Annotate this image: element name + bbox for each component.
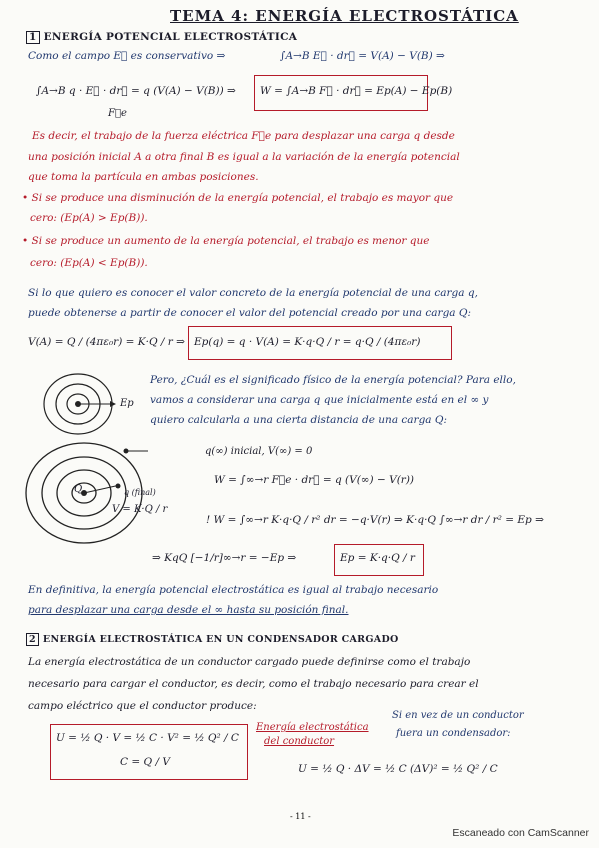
s1-conclusion-line-2: para desplazar una carga desde el ∞ hasta su posición final.: [28, 604, 349, 616]
scanner-watermark: Escaneado con CamScanner: [452, 827, 589, 839]
page-number: - 11 -: [290, 812, 311, 821]
s1-para-3-line-1: Pero, ¿Cuál es el significado físico de la energía potencial? Para ello,: [150, 374, 516, 386]
capacitor-energy-formula: U = ½ Q · ΔV = ½ C (ΔV)² = ½ Q² / C: [298, 763, 498, 775]
s1-para-2-line-2: puede obtenerse a partir de conocer el valor del potencial creado por una carga Q:: [28, 307, 472, 319]
s1-para-3-line-2: vamos a considerar una carga q que inicialmente está en el ∞ y: [150, 394, 489, 406]
capacitance-formula: C = Q / V: [120, 756, 170, 768]
ep-charge-formula: Ep(q) = q · V(A) = K·q·Q / r = q·Q / (4πε₀r): [194, 336, 421, 348]
conductor-label-line-2: del conductor: [264, 736, 335, 747]
section-1-number: 1: [26, 31, 40, 44]
fig2-q-final-label: q (final): [124, 488, 156, 497]
s2-para-line-2: necesario para cargar el conductor, es decir, como el trabajo necesario para crear el: [28, 678, 479, 690]
fig1-ep-label: Ep: [120, 398, 134, 409]
page-title: TEMA 4: ENERGÍA ELECTROSTÁTICA: [170, 7, 519, 25]
capacitor-note-line-2: fuera un condensador:: [396, 728, 511, 739]
capacitor-note-line-1: Si en vez de un conductor: [392, 710, 524, 721]
section-1-title: ENERGÍA POTENCIAL ELECTROSTÁTICA: [43, 31, 298, 43]
work-energy-formula: W = ∫A→B F⃗ · dr⃗ = Ep(A) − Ep(B): [260, 85, 453, 97]
potential-eq: V(A) = Q / (4πε₀r) = K·Q / r ⇒: [28, 336, 185, 348]
section-2-heading: [26, 633, 399, 646]
ep-final-formula: Ep = K·q·Q / r: [340, 552, 415, 564]
s1-bullet-1-line-1: • Si se produce una disminución de la energía potencial, el trabajo es mayor que: [22, 192, 454, 204]
section-1-heading: [26, 31, 297, 44]
work-eq-2: ! W = ∫∞→r K·q·Q / r² dr = −q·V(r) ⇒ K·q·Q ∫∞→r dr / r² = Ep ⇒: [206, 514, 544, 526]
s1-bullet-2-line-1: • Si se produce un aumento de la energía potencial, el trabajo es menor que: [22, 235, 430, 247]
concentric-field-figure-2: [22, 437, 148, 557]
s1-eq-2-fe: F⃗e: [108, 108, 127, 119]
s2-para-line-3: campo eléctrico que el conductor produce:: [28, 700, 257, 712]
s1-eq-2: ∫A→B q · E⃗ · dr⃗ = q (V(A) − V(B)) ⇒: [36, 85, 236, 97]
s1-bullet-1-line-2: cero: (Ep(A) > Ep(B)).: [30, 212, 148, 224]
conductor-label-line-1: Energía electrostática: [256, 722, 369, 733]
s1-para-1-line-2: una posición inicial A a otra final B es igual a la variación de la energía potencial: [28, 151, 460, 163]
s1-eq-1: ∫A→B E⃗ · dr⃗ = V(A) − V(B) ⇒: [280, 50, 445, 62]
section-2-title: ENERGÍA ELECTROSTÁTICA EN UN CONDENSADOR CARGADO: [42, 634, 399, 645]
s1-para-1-line-1: Es decir, el trabajo de la fuerza eléctrica F⃗e para desplazar una carga q desde: [32, 130, 455, 142]
work-eq-3: ⇒ KqQ [−1/r]∞→r = −Ep ⇒: [152, 552, 297, 564]
s1-bullet-2-line-2: cero: (Ep(A) < Ep(B)).: [30, 257, 148, 269]
s1-para-3-line-3: quiero calcularla a una cierta distancia de una carga Q:: [150, 414, 448, 426]
s1-para-1-line-3: que toma la partícula en ambas posiciones.: [28, 171, 259, 183]
fig2-Q-label: Q: [74, 484, 83, 495]
s1-conclusion-line-1: En definitiva, la energía potencial electrostática es igual al trabajo necesario: [28, 584, 439, 596]
s1-line-1: Como el campo E⃗ es conservativo ⇒: [28, 50, 226, 62]
concentric-field-figure-1: [40, 368, 130, 440]
work-eq-1: W = ∫∞→r F⃗e · dr⃗ = q (V(∞) − V(r)): [214, 474, 415, 486]
conductor-energy-formula: U = ½ Q · V = ½ C · V² = ½ Q² / C: [56, 732, 239, 744]
s2-para-line-1: La energía electrostática de un conductor cargado puede definirse como el trabajo: [28, 656, 471, 668]
s1-para-2-line-1: Si lo que quiero es conocer el valor concreto de la energía potencial de una carga q,: [28, 287, 478, 299]
fig2-q-inf-label: q(∞) inicial, V(∞) = 0: [205, 446, 313, 457]
section-2-number: 2: [26, 633, 39, 646]
fig2-v-label: V = K·Q / r: [112, 504, 168, 515]
